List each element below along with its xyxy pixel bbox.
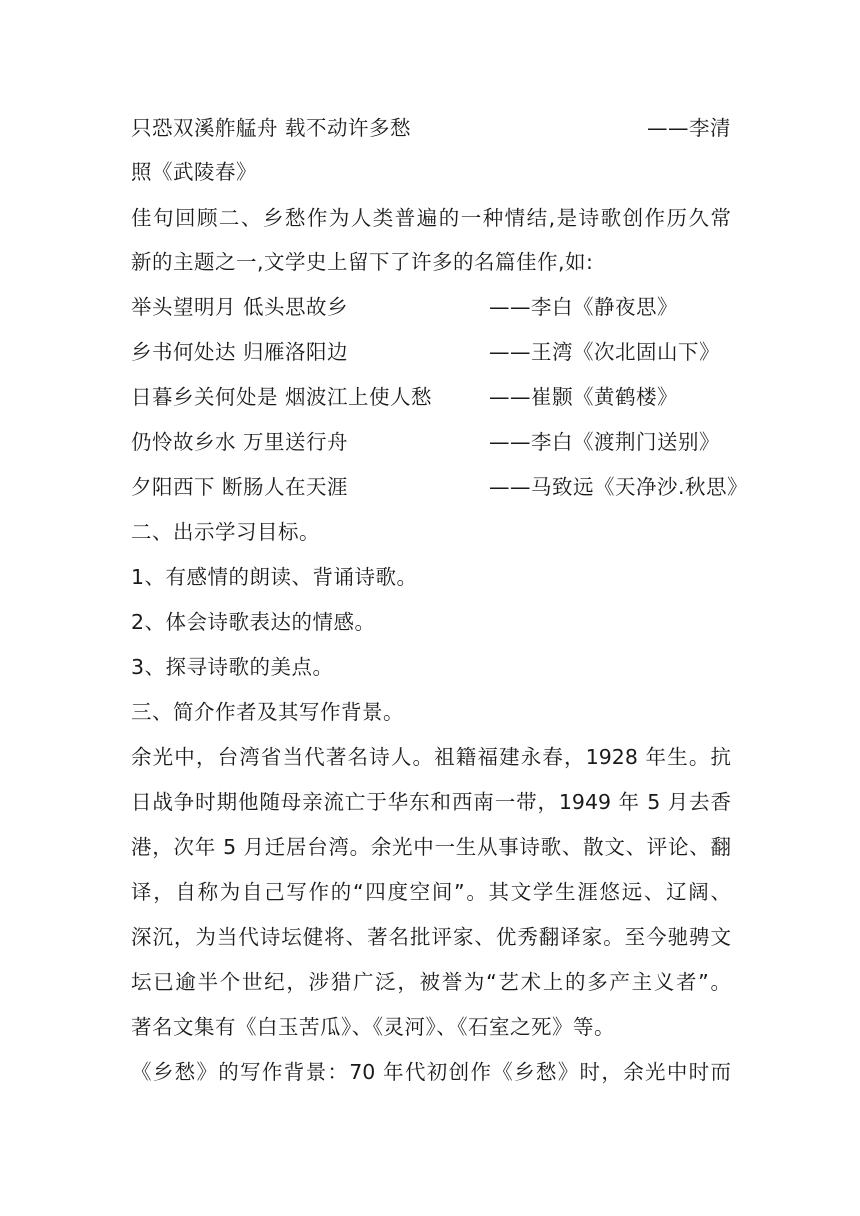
- goal-item: 2、体会诗歌表达的情感。: [131, 610, 376, 634]
- verse-text: 仍怜故乡水 万里送行舟: [131, 430, 349, 454]
- verse-attribution: ——王湾《次北固山下》: [489, 340, 720, 364]
- intro-verse-attribution: ——李清: [647, 116, 731, 140]
- author-paragraph-line: 译，自称为自己写作的“四度空间”。其文学生涯悠远、辽阔、: [131, 880, 731, 904]
- verse-text: 日暮乡关何处是 烟波江上使人愁: [131, 385, 433, 409]
- goal-item: 1、有感情的朗读、背诵诗歌。: [131, 565, 418, 589]
- goals-heading: 二、出示学习目标。: [131, 520, 320, 544]
- author-paragraph-line: 余光中，台湾省当代著名诗人。祖籍福建永春，1928 年生。抗: [131, 745, 731, 769]
- author-paragraph-line: 日战争时期他随母亲流亡于华东和西南一带，1949 年 5 月去香: [131, 790, 731, 814]
- author-paragraph-line: 港，次年 5 月迁居台湾。余光中一生从事诗歌、散文、评论、翻: [131, 835, 731, 859]
- intro-verse-text: 只恐双溪舴艋舟 载不动许多愁: [131, 116, 412, 140]
- author-paragraph-line: 坛已逾半个世纪，涉猎广泛，被誉为“艺术上的多产主义者”。: [131, 970, 731, 994]
- goal-item: 3、探寻诗歌的美点。: [131, 655, 334, 679]
- background-paragraph-line: 《乡愁》的写作背景：70 年代初创作《乡愁》时，余光中时而: [131, 1060, 731, 1084]
- review-paragraph-line-1: 佳句回顾二、乡愁作为人类普遍的一种情结,是诗歌创作历久常: [131, 206, 731, 230]
- verse-text: 举头望明月 低头思故乡: [131, 295, 349, 319]
- author-paragraph-line: 深沉，为当代诗坛健将、著名批评家、优秀翻译家。至今驰骋文: [131, 925, 731, 949]
- intro-verse-line-2: 照《武陵春》: [131, 160, 257, 184]
- review-paragraph-line-2: 新的主题之一,文学史上留下了许多的名篇佳作,如:: [131, 250, 594, 274]
- verse-attribution: ——李白《渡荆门送别》: [489, 430, 720, 454]
- author-heading: 三、简介作者及其写作背景。: [131, 700, 404, 724]
- author-paragraph-line: 著名文集有《白玉苦瓜》、《灵河》、《石室之死》等。: [131, 1015, 615, 1039]
- verse-attribution: ——崔颢《黄鹤楼》: [489, 385, 678, 409]
- verse-text: 夕阳西下 断肠人在天涯: [131, 475, 349, 499]
- verse-text: 乡书何处达 归雁洛阳边: [131, 340, 349, 364]
- verse-attribution: ——李白《静夜思》: [489, 295, 678, 319]
- verse-attribution: ——马致远《天净沙.秋思》: [489, 475, 749, 499]
